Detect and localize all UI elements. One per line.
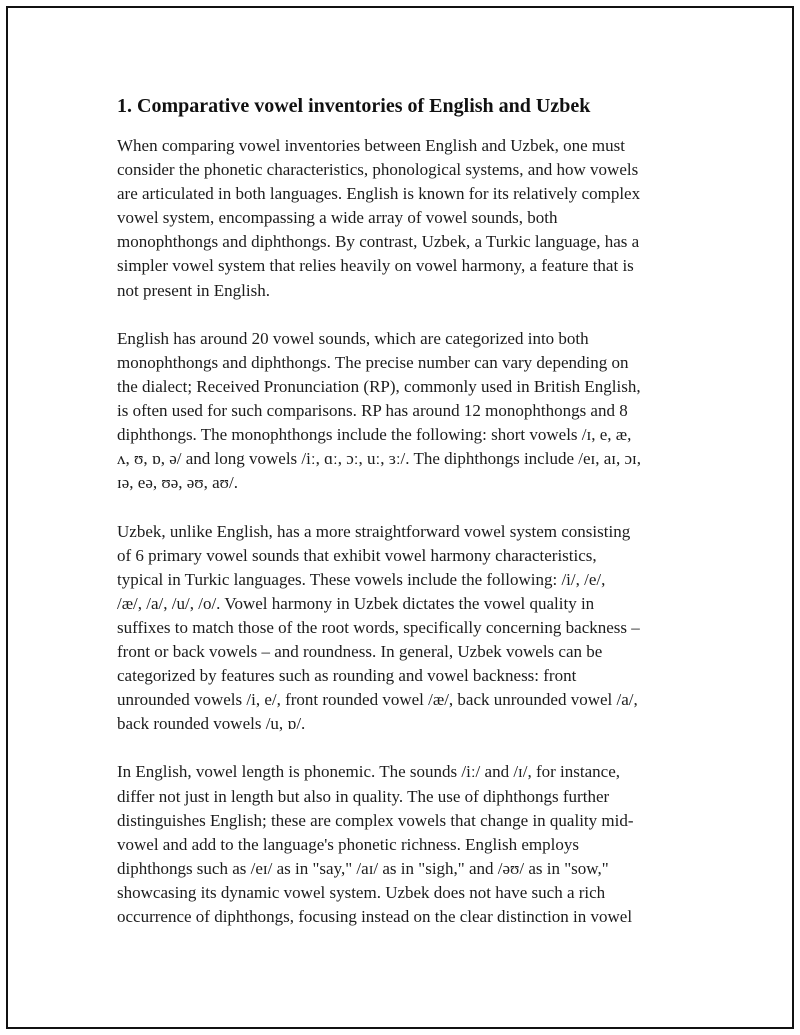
section-heading: 1. Comparative vowel inventories of English and Uzbek: [117, 95, 591, 117]
document-body: [117, 93, 683, 953]
text-line: categorized by features such as rounding and vowel backness: front: [117, 666, 577, 686]
text-line: monophthongs and diphthongs. By contrast, Uzbek, a Turkic language, has a: [117, 232, 640, 252]
text-line: is often used for such comparisons. RP has around 12 monophthongs and 8: [117, 401, 628, 421]
text-line: not present in English.: [117, 280, 270, 300]
text-line: English has around 20 vowel sounds, which are categorized into both: [117, 328, 589, 348]
text-line: back rounded vowels /u, ɒ/.: [117, 714, 306, 734]
text-line: In English, vowel length is phonemic. The sounds /iː/ and /ɪ/, for instance,: [117, 762, 621, 782]
text-line: distinguishes English; these are complex vowels that change in quality mid-: [117, 810, 634, 830]
paragraph-intro: [117, 134, 683, 303]
text-line: monophthongs and diphthongs. The precise number can vary depending on: [117, 352, 629, 372]
paragraph-uzbek-vowels: [117, 520, 683, 737]
text-line: When comparing vowel inventories between English and Uzbek, one must: [117, 136, 625, 155]
text-line: consider the phonetic characteristics, phonological systems, and how vowels: [117, 160, 639, 180]
text-line: differ not just in length but also in quality. The use of diphthongs further: [117, 786, 610, 806]
text-line: are articulated in both languages. English is known for its relatively complex: [117, 184, 641, 204]
text-line: ɪə, eə, ʊə, əʊ, aʊ/.: [117, 473, 238, 493]
text-line: the dialect; Received Pronunciation (RP), commonly used in British English,: [117, 376, 641, 396]
text-line: diphthongs such as /eɪ/ as in "say," /aɪ/ as in "sigh," and /əʊ/ as in "sow,": [117, 858, 609, 878]
text-line: suffixes to match those of the root words, specifically concerning backness –: [117, 617, 640, 637]
text-line: of 6 primary vowel sounds that exhibit vowel harmony characteristics,: [117, 545, 597, 565]
text-line: Uzbek, unlike English, has a more straightforward vowel system consisting: [117, 521, 631, 541]
text-line: vowel and add to the language's phonetic richness. English employs: [117, 834, 579, 854]
text-line: simpler vowel system that relies heavily on vowel harmony, a feature that is: [117, 256, 634, 276]
text-line: vowel system, encompassing a wide array of vowel sounds, both: [117, 208, 558, 228]
paragraph-vowel-length: [117, 760, 683, 929]
text-line: showcasing its dynamic vowel system. Uzbek does not have such a rich: [117, 882, 606, 902]
text-line: diphthongs. The monophthongs include the following: short vowels /ɪ, e, æ,: [117, 425, 632, 445]
paragraph-english-vowels: [117, 327, 683, 496]
text-line: unrounded vowels /i, e/, front rounded vowel /æ/, back unrounded vowel /a/,: [117, 690, 638, 710]
text-line: occurrence of diphthongs, focusing instead on the clear distinction in vowel: [117, 907, 633, 926]
text-line: typical in Turkic languages. These vowels include the following: /i/, /e/,: [117, 569, 606, 589]
text-line: /æ/, /a/, /u/, /o/. Vowel harmony in Uzbek dictates the vowel quality in: [117, 593, 595, 613]
text-line: front or back vowels – and roundness. In general, Uzbek vowels can be: [117, 641, 603, 661]
text-line: ʌ, ʊ, ɒ, ə/ and long vowels /iː, ɑː, ɔː, uː, ɜː/. The diphthongs include /eɪ, aɪ, ɔɪ,: [117, 449, 642, 469]
